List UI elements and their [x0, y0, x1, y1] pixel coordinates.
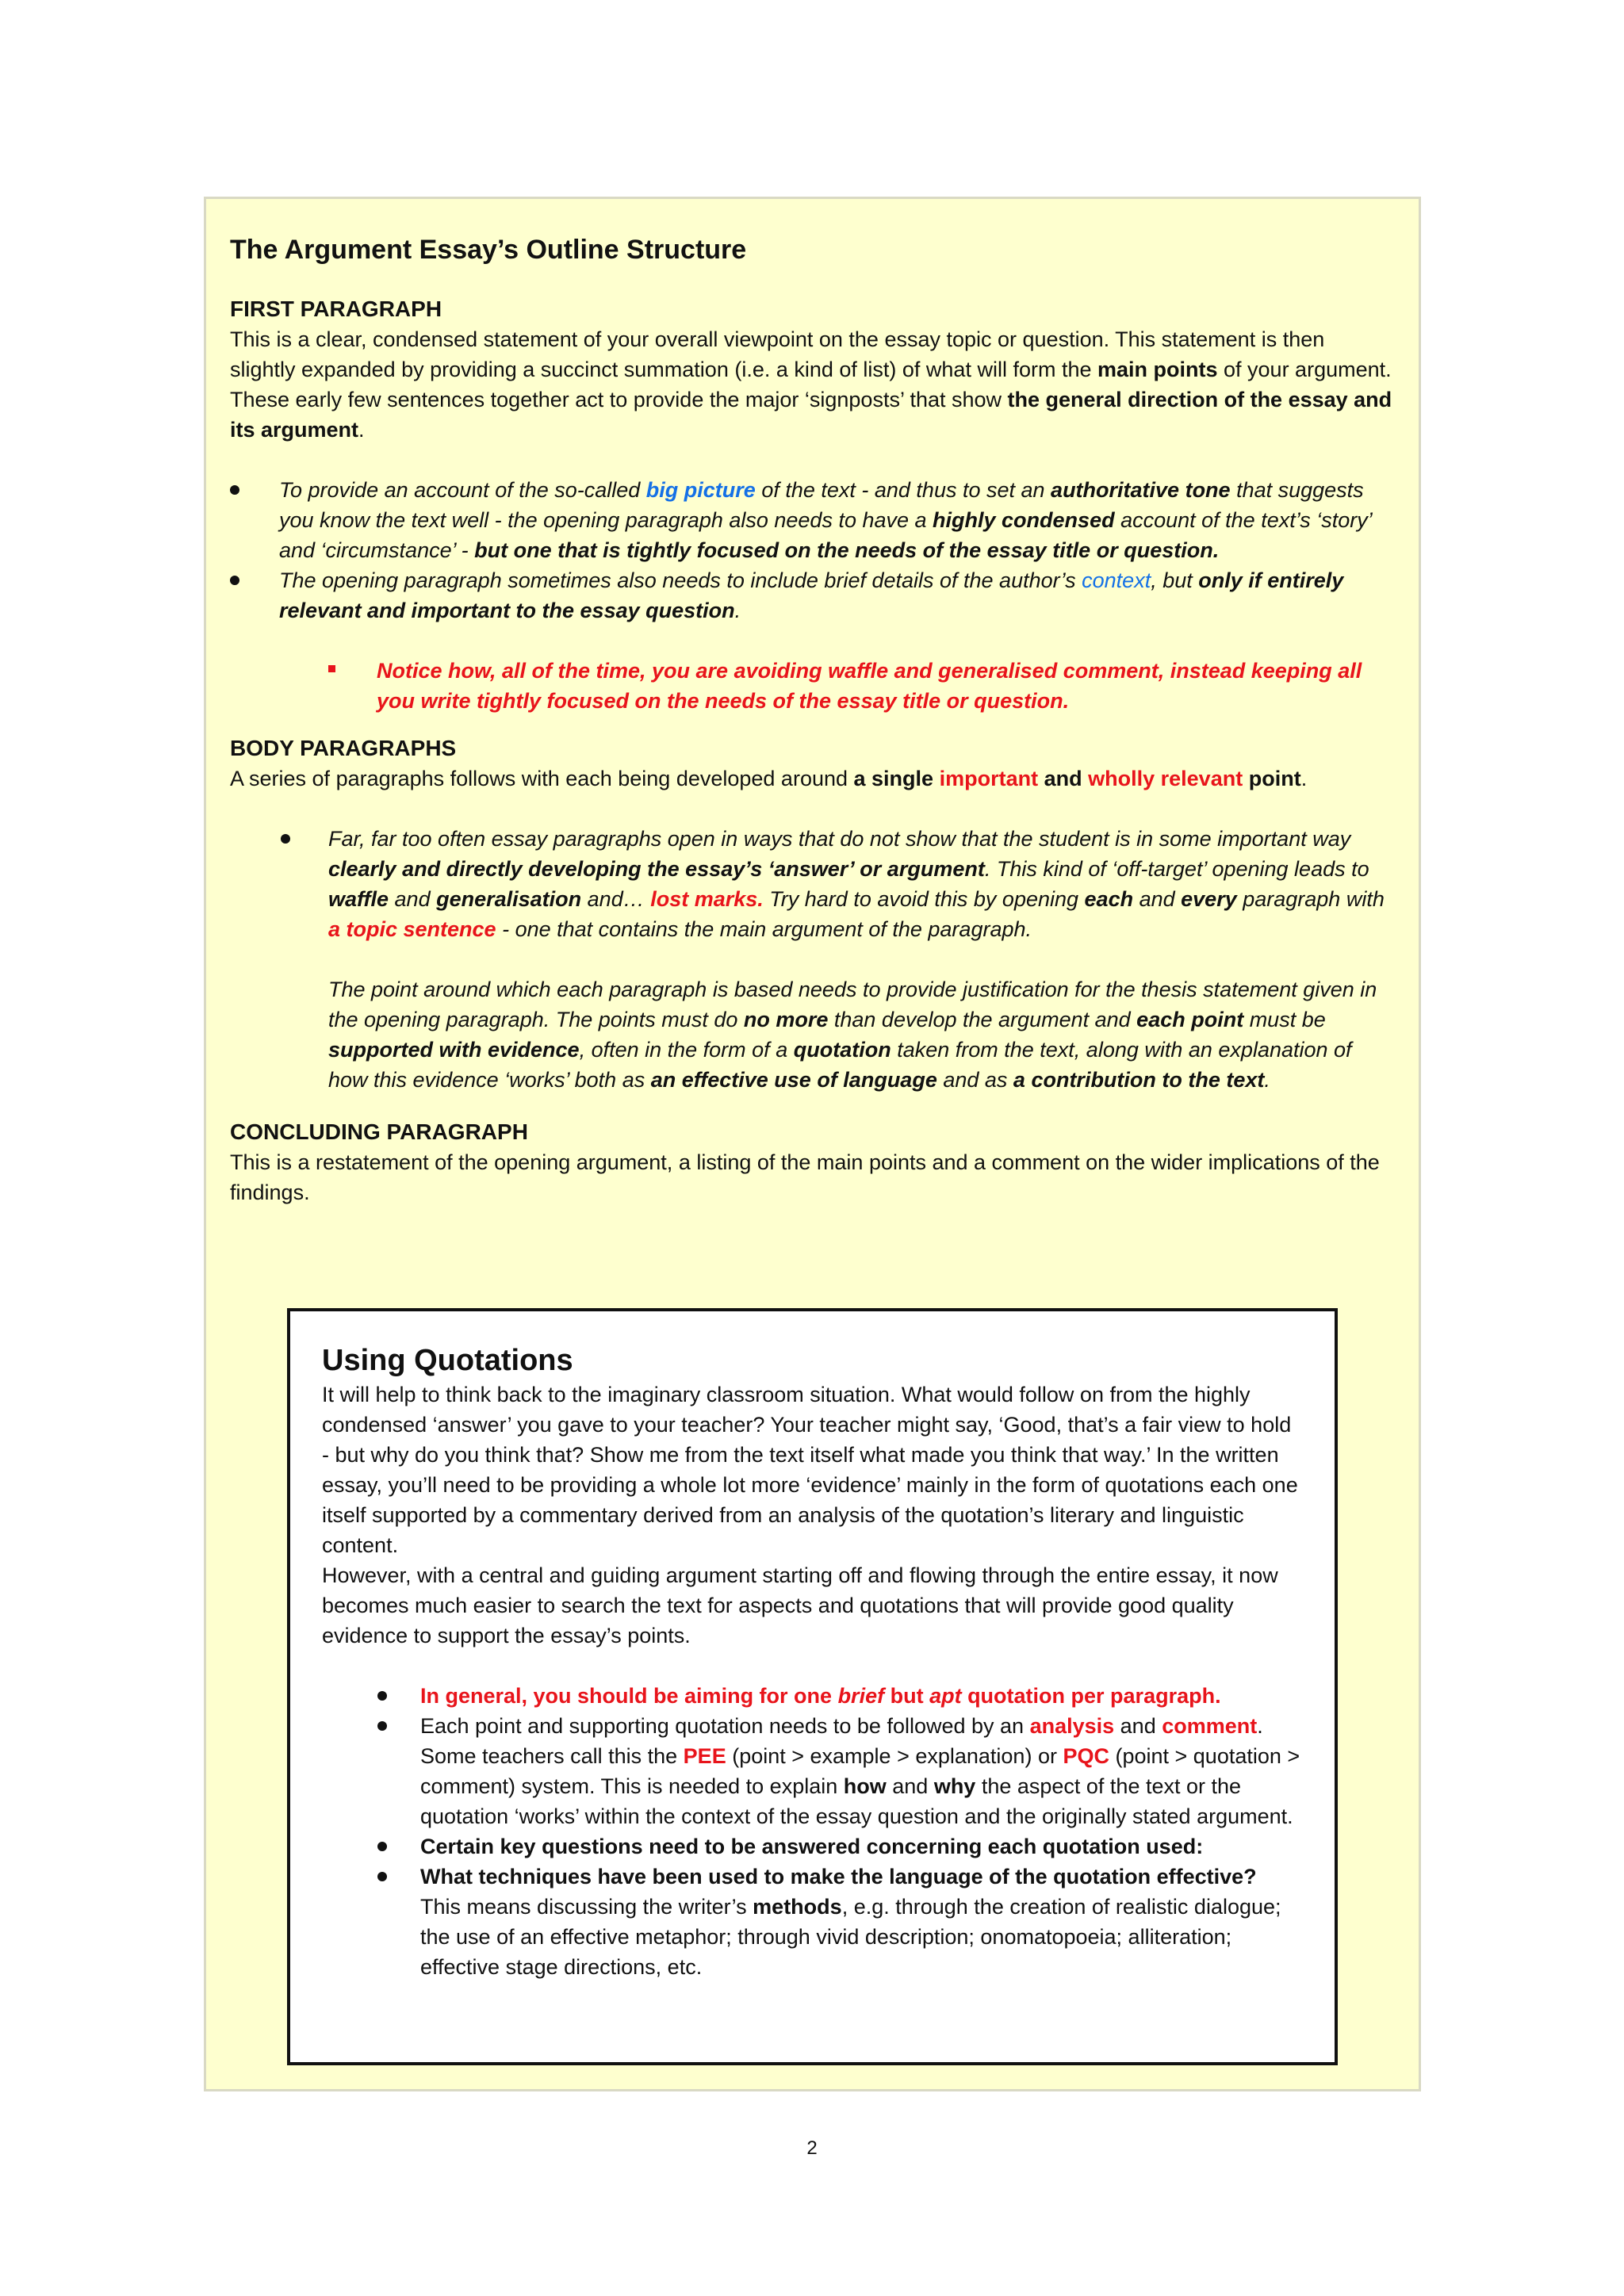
using-quotations-box: [287, 1308, 1338, 2065]
using-quotations-title: Using Quotations: [322, 1344, 573, 1377]
list-item: Notice how, all of the time, you are avoiding waffle and generalised comment, instead keeping all you write tightly focused on the needs of the essay title or question.: [230, 656, 1395, 716]
quotations-bullets: [322, 1681, 1303, 1982]
concluding-paragraph-heading: CONCLUDING PARAGRAPH: [230, 1119, 528, 1144]
quotations-paragraph-2: However, with a central and guiding argument starting off and flowing through the entire essay, it now becomes much easier to search the text for aspects and quotations that will provide good quality evidence to support the essay’s points.: [322, 1563, 1278, 1647]
concluding-paragraph-text: This is a restatement of the opening argument, a listing of the main points and a comment on the wider implications of the findings.: [230, 1150, 1380, 1204]
body-paragraphs-bullets: [230, 824, 1395, 944]
bullet-icon: [230, 485, 239, 495]
list-item: Far, far too often essay paragraphs open in ways that do not show that the student is in some important way clearly and directly developing the essay’s ‘answer’ or argument. This kind of ‘off-target’ opening leads to waffle and generalisation and… lost marks. Try hard to avoid this by opening each and every paragraph with a topic sentence - one that contains the main argument of the paragraph.: [230, 824, 1395, 944]
page-number: 2: [806, 2137, 818, 2159]
paragraph-point-text: The point around which each paragraph is based needs to provide justification for the thesis statement given in the opening paragraph. The points must do no more than develop the argument and each point must be supported with evidence, often in the form of a quotation taken from the text, along with an explanation of how this evidence ‘works’ both as an effective use of language and as a contribution to the text.: [328, 978, 1377, 1092]
square-bullet-icon: [328, 665, 335, 672]
first-paragraph-bullets: [230, 475, 1395, 626]
page-title: The Argument Essay’s Outline Structure: [230, 235, 747, 265]
bullet-icon: [377, 1691, 387, 1701]
list-item: The opening paragraph sometimes also needs to include brief details of the author’s context, but only if entirely relevant and important to the essay question.: [230, 565, 1395, 626]
first-paragraph-heading: FIRST PARAGRAPH: [230, 297, 442, 321]
bullet-icon: [281, 834, 290, 844]
body-paragraphs-text: A series of paragraphs follows with each being developed around a single important and wholly relevant point.: [230, 767, 1308, 790]
list-item: Certain key questions need to be answered concerning each quotation used:: [322, 1831, 1303, 1862]
bullet-icon: [377, 1721, 387, 1731]
quotations-paragraph-1: It will help to think back to the imaginary classroom situation. What would follow on from the highly condensed ‘answer’ you gave to your teacher? Your teacher might say, ‘Good, that’s a fair view to hold - but why do you think that? Show me from the text itself what made you think that way.’ In the written essay, you’ll need to be providing a whole lot more ‘evidence’ mainly in the form of quotations each one itself supported by a commentary derived from an analysis of the quotation’s literary and linguistic content.: [322, 1383, 1298, 1557]
list-item: Each point and supporting quotation needs to be followed by an analysis and comment. Some teachers call this the PEE (point > example > explanation) or PQC (point > quotation > comment) system. This is needed to explain how and why the aspect of the text or the quotation ‘works’ within the context of the essay question and the originally stated argument.: [322, 1711, 1303, 1831]
outline-content: [230, 223, 1395, 1207]
bullet-icon: [377, 1872, 387, 1881]
notice-list: [230, 656, 1395, 716]
first-paragraph-text: This is a clear, condensed statement of your overall viewpoint on the essay topic or question. This statement is then slightly expanded by providing a succinct summation (i.e. a kind of list) of what will form the main points of your argument. These early few sentences together act to provide the major ‘signposts’ that show the general direction of the essay and its argument.: [230, 327, 1392, 442]
body-paragraphs-heading: BODY PARAGRAPHS: [230, 736, 457, 760]
list-item: To provide an account of the so-called big picture of the text - and thus to set an authoritative tone that suggests you know the text well - the opening paragraph also needs to have a highly condensed account of the text’s ‘story’ and ‘circumstance’ - but one that is tightly focused on the needs of the essay title or question.: [230, 475, 1395, 565]
bullet-icon: [230, 576, 239, 585]
list-item: In general, you should be aiming for one brief but apt quotation per paragraph.: [322, 1681, 1303, 1711]
quotations-content: [322, 1343, 1303, 1982]
bullet-icon: [377, 1842, 387, 1851]
list-item: What techniques have been used to make the language of the quotation effective? This means discussing the writer’s methods, e.g. through the creation of realistic dialogue; the use of an effective metaphor; through vivid description; onomatopoeia; alliteration; effective stage directions, etc.: [322, 1862, 1303, 1982]
